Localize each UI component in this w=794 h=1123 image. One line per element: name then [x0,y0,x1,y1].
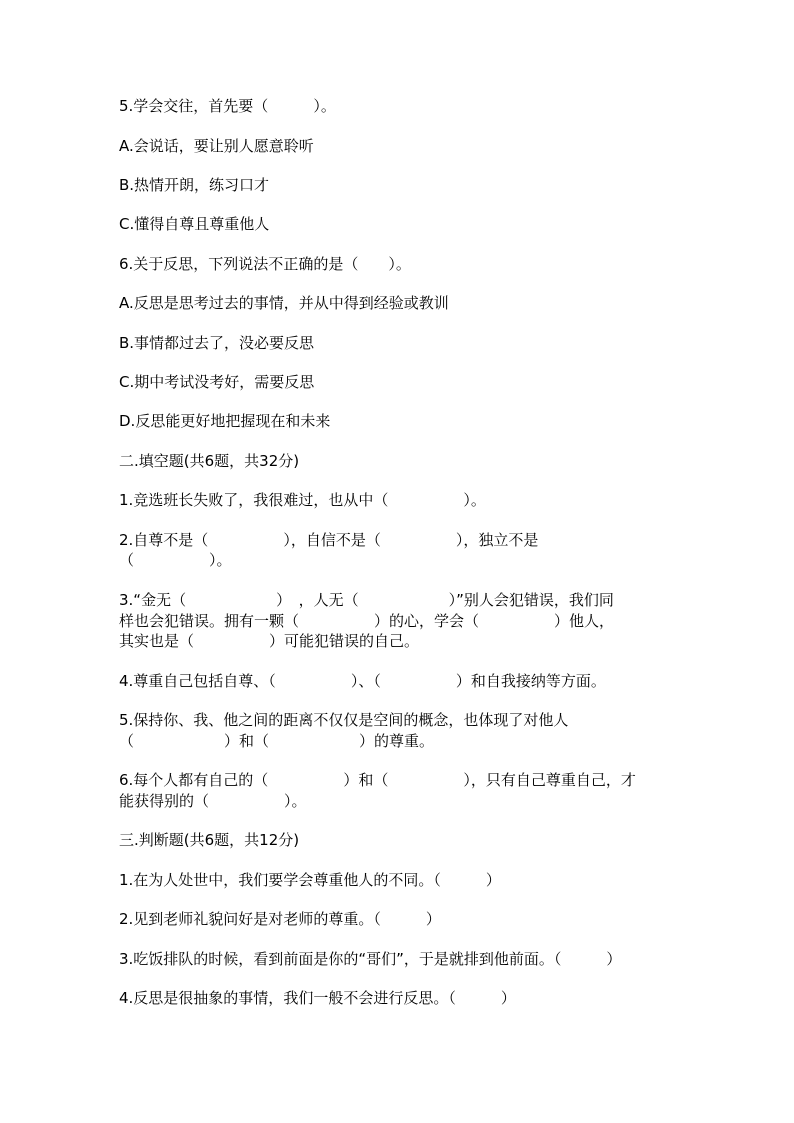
judge-q4: 4.反思是很抽象的事情，我们一般不会进行反思。（ ） [119,989,516,1007]
mc-q6-stem: 6.关于反思，下列说法不正确的是（ ）。 [119,255,411,273]
mc-q6-option-b: B.事情都过去了，没必要反思 [119,334,315,352]
mc-q6-option-d: D.反思能更好地把握现在和未来 [119,412,331,430]
fill-q4: 4.尊重自己包括自尊、（ ）、（ ）和自我接纳等方面。 [119,672,606,690]
judge-q3: 3.吃饭排队的时候，看到前面是你的“哥们”，于是就排到他前面。（ ） [119,950,622,968]
mc-q6-option-a: A.反思是思考过去的事情，并从中得到经验或教训 [119,294,449,312]
fill-section-heading: 二.填空题(共6题，共32分) [119,452,300,470]
fill-q6-line1: 6.每个人都有自己的（ ）和（ ），只有自己尊重自己，才 [119,771,636,789]
fill-q5-line2: （ ）和（ ）的尊重。 [119,732,435,750]
fill-q3-line2: 样也会犯错误。拥有一颗（ ）的心，学会（ ）他人， [119,612,615,630]
mc-q5-option-a: A.会说话，要让别人愿意聆听 [119,137,314,155]
mc-q5-stem: 5.学会交往，首先要（ ）。 [119,97,336,115]
fill-q6-line2: 能获得别的（ ）。 [119,792,307,810]
mc-q6-option-c: C.期中考试没考好，需要反思 [119,373,315,391]
judge-q1: 1.在为人处世中，我们要学会尊重他人的不同。（ ） [119,871,501,889]
mc-q5-option-b: B.热情开朗，练习口才 [119,176,270,194]
fill-q2-line1: 2.自尊不是（ ），自信不是（ ），独立不是 [119,531,539,549]
fill-q2-line2: （ ）。 [119,551,232,569]
fill-q1: 1.竞选班长失败了，我很难过，也从中（ ）。 [119,491,486,509]
fill-q3-line3: 其实也是（ ）可能犯错误的自己。 [119,632,420,650]
fill-q3-line1: 3.“金无（ ） ，人无（ ）”别人会犯错误，我们同 [119,591,614,609]
judge-section-heading: 三.判断题(共6题，共12分) [119,831,300,849]
judge-q2: 2.见到老师礼貌问好是对老师的尊重。（ ） [119,910,441,928]
fill-q5-line1: 5.保持你、我、他之间的距离不仅仅是空间的概念，也体现了对他人 [119,711,569,729]
mc-q5-option-c: C.懂得自尊且尊重他人 [119,215,270,233]
